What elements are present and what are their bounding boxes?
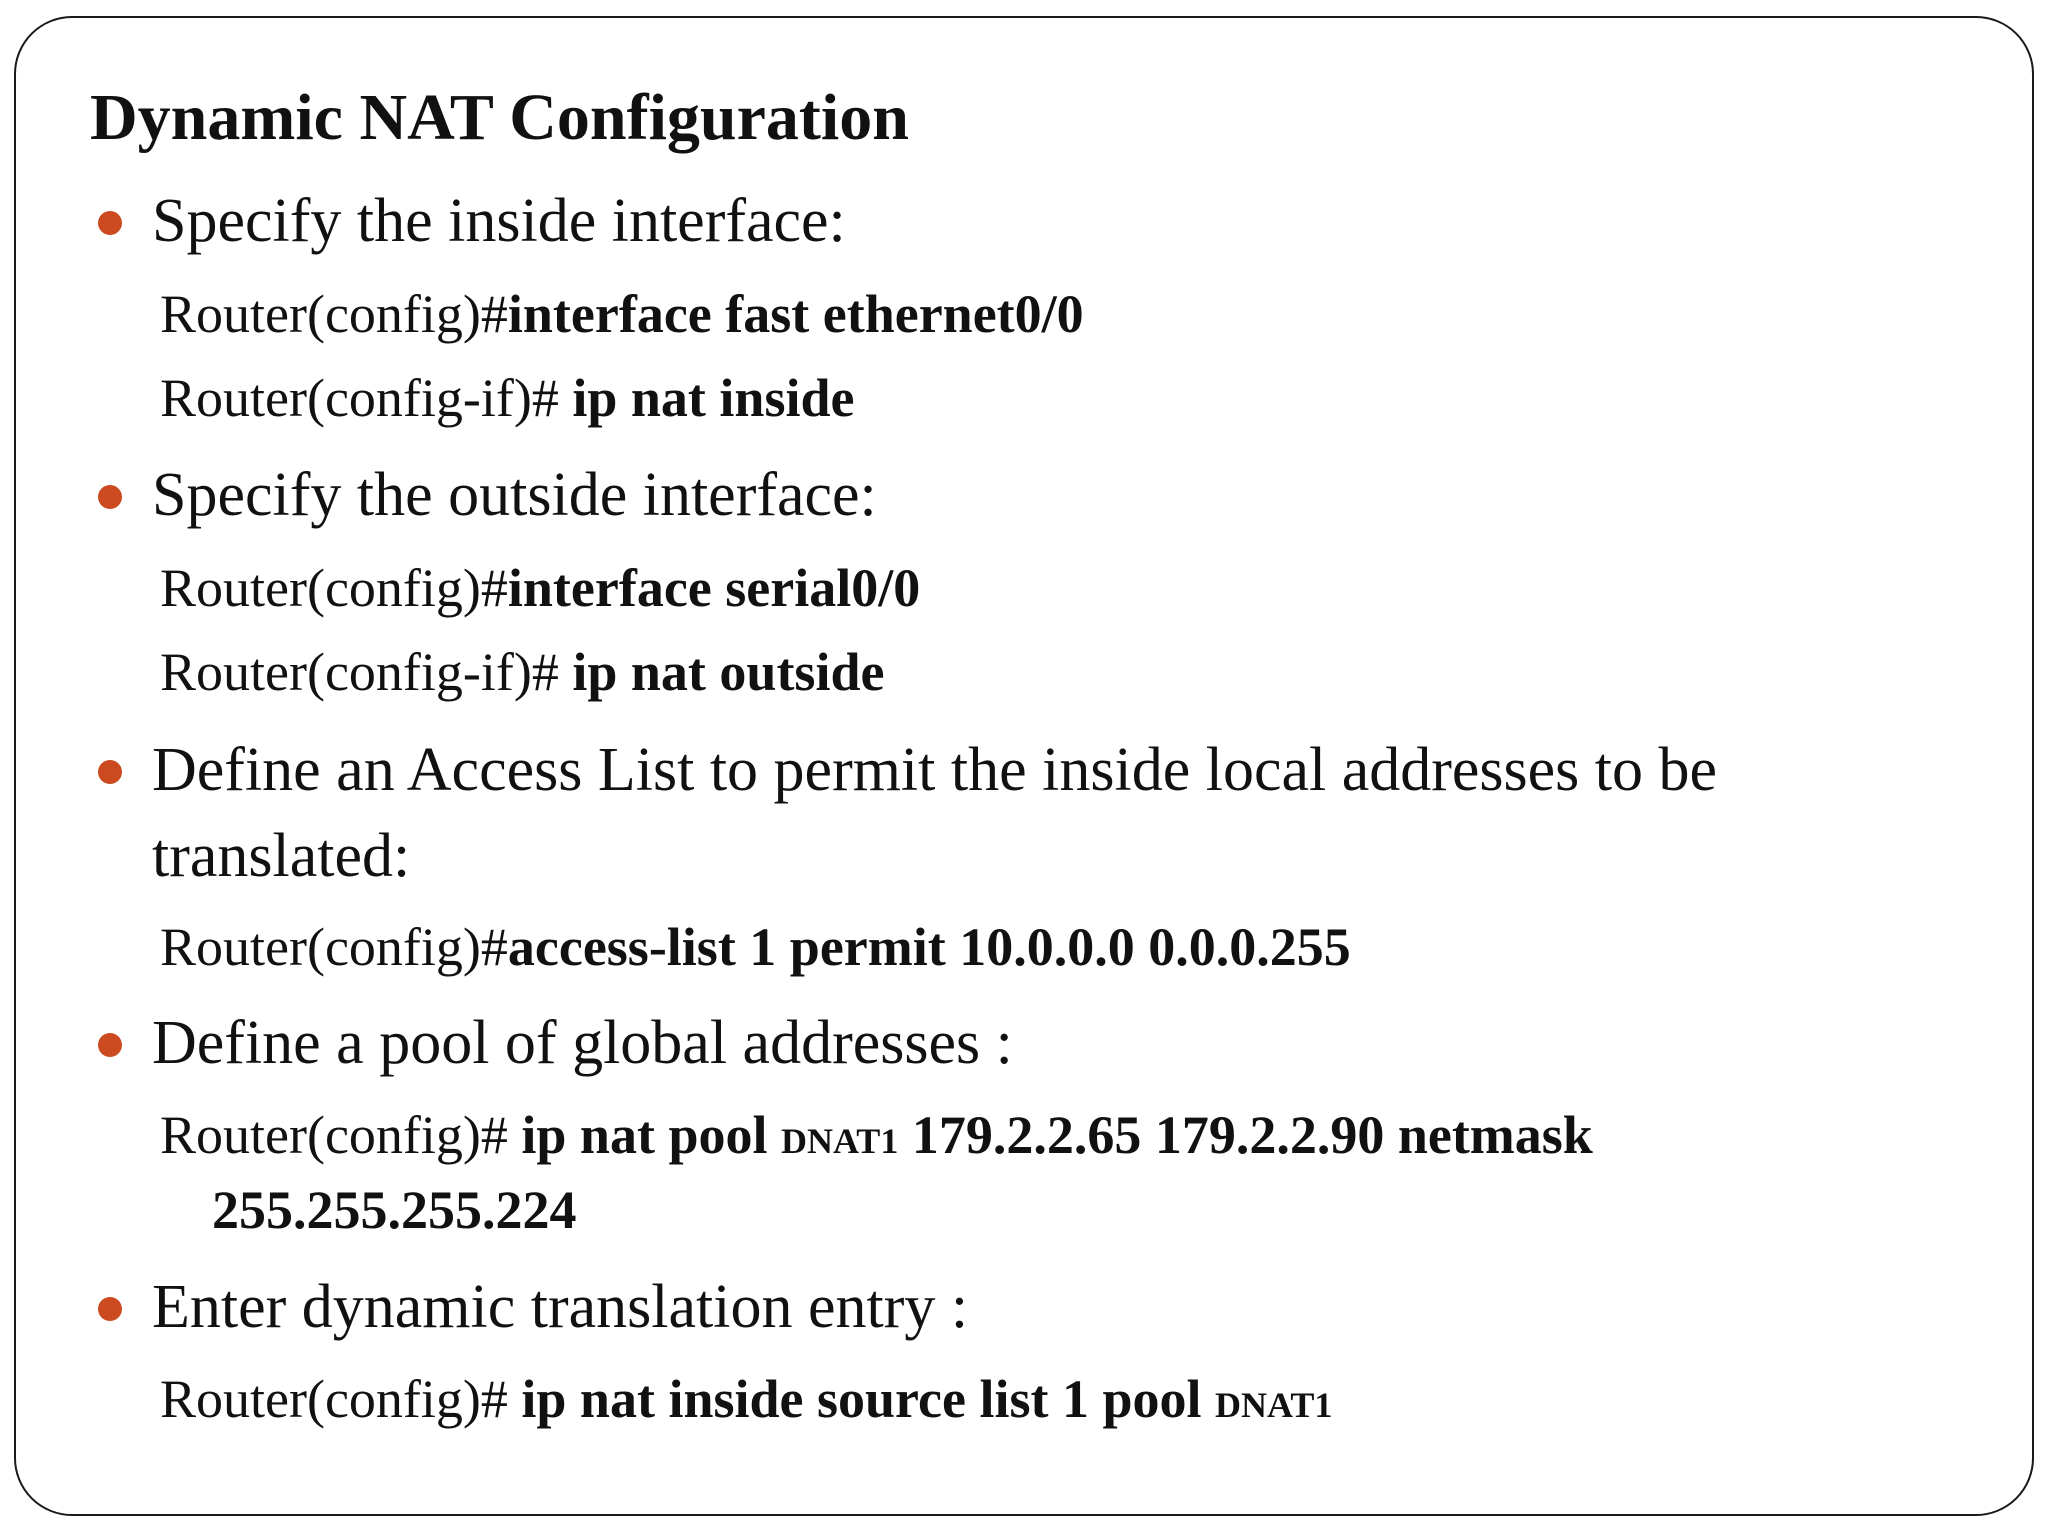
pool-name: DNAT1 <box>780 1121 899 1161</box>
bullet-text: Enter dynamic translation entry : <box>152 1273 969 1341</box>
command-line <box>160 363 854 433</box>
pool-name: DNAT1 <box>1215 1385 1333 1425</box>
bullet-dot-icon <box>98 760 122 784</box>
bullet-dot-icon <box>98 485 122 509</box>
command-continuation: 255.255.255.224 <box>212 1180 577 1240</box>
command-prompt: Router(config-if)# <box>160 368 573 428</box>
command-text: access-list 1 permit 10.0.0.0 0.0.0.255 <box>507 917 1351 977</box>
command-line <box>160 637 884 707</box>
bullet-dot-icon <box>98 1033 122 1057</box>
command-text: ip nat inside <box>572 368 855 428</box>
command-prompt: Router(config)# <box>160 1369 522 1429</box>
command-line <box>160 279 1084 349</box>
command-text: ip nat outside <box>572 642 885 702</box>
bullet-dot-icon <box>98 1297 122 1321</box>
command-prompt: Router(config)# <box>160 558 508 618</box>
bullet-text: translated: <box>152 822 411 890</box>
command-line <box>160 553 920 623</box>
command-text: ip nat inside source list 1 pool <box>521 1369 1216 1429</box>
slide-title: Dynamic NAT Configuration <box>90 81 909 154</box>
command-text: ip nat pool <box>521 1105 781 1165</box>
command-prompt: Router(config)# <box>160 917 508 977</box>
command-prompt: Router(config)# <box>160 1105 522 1165</box>
bullet-text: Specify the inside interface: <box>152 187 846 255</box>
command-line <box>160 1100 1593 1176</box>
command-line <box>160 912 1351 982</box>
bullet-text: Specify the outside interface: <box>152 461 877 529</box>
command-text: 179.2.2.65 179.2.2.90 netmask <box>898 1105 1593 1165</box>
bullet-text: Define an Access List to permit the inside local addresses to be <box>152 736 1718 804</box>
command-prompt: Router(config)# <box>160 284 508 344</box>
bullet-text: Define a pool of global addresses : <box>152 1009 1013 1077</box>
command-prompt: Router(config-if)# <box>160 642 573 702</box>
command-line <box>160 1364 1332 1440</box>
command-text: interface serial0/0 <box>507 558 921 618</box>
bullet-dot-icon <box>98 211 122 235</box>
command-text: interface fast ethernet0/0 <box>507 284 1084 344</box>
